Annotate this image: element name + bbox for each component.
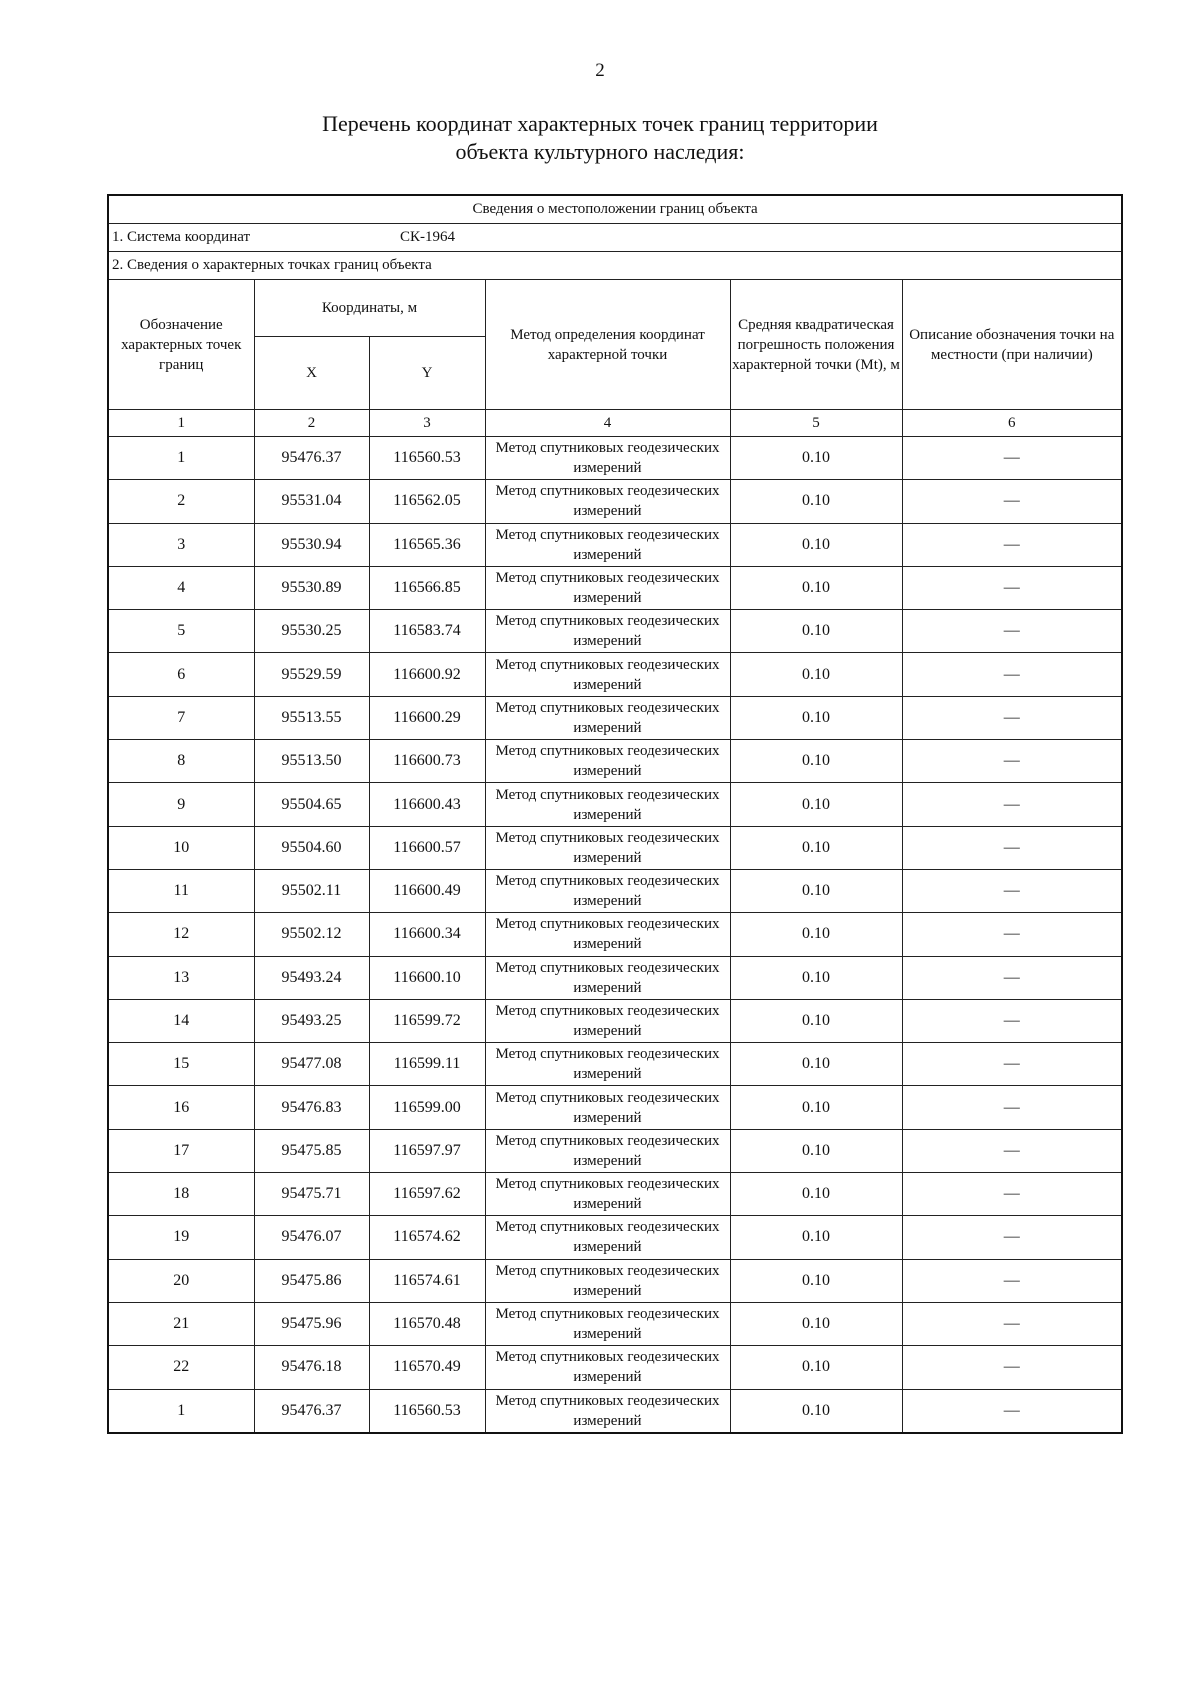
y-cell: 116600.49 bbox=[369, 869, 485, 912]
points-section-label: 2. Сведения о характерных точках границ объекта bbox=[108, 252, 1122, 280]
point-cell: 10 bbox=[108, 826, 254, 869]
page-number: 2 bbox=[595, 60, 605, 81]
y-cell: 116600.29 bbox=[369, 696, 485, 739]
error-cell: 0.10 bbox=[730, 523, 902, 566]
x-cell: 95493.24 bbox=[254, 956, 369, 999]
method-cell: Метод спутниковых геодезических измерений bbox=[485, 826, 730, 869]
point-cell: 9 bbox=[108, 783, 254, 826]
coordinates-table-body bbox=[108, 437, 1122, 1433]
y-cell: 116600.92 bbox=[369, 653, 485, 696]
method-cell: Метод спутниковых геодезических измерений bbox=[485, 437, 730, 480]
y-cell: 116566.85 bbox=[369, 566, 485, 609]
point-cell: 8 bbox=[108, 740, 254, 783]
x-cell: 95475.71 bbox=[254, 1173, 369, 1216]
method-cell: Метод спутниковых геодезических измерений bbox=[485, 956, 730, 999]
x-cell: 95493.25 bbox=[254, 999, 369, 1042]
error-cell: 0.10 bbox=[730, 480, 902, 523]
point-cell: 13 bbox=[108, 956, 254, 999]
coord-system-label: 1. Система координат bbox=[112, 229, 251, 245]
point-cell: 19 bbox=[108, 1216, 254, 1259]
point-cell: 1 bbox=[108, 1389, 254, 1433]
description-cell: — bbox=[902, 437, 1122, 480]
point-cell: 12 bbox=[108, 913, 254, 956]
error-cell: 0.10 bbox=[730, 740, 902, 783]
x-cell: 95476.37 bbox=[254, 437, 369, 480]
error-cell: 0.10 bbox=[730, 1259, 902, 1302]
y-cell: 116560.53 bbox=[369, 1389, 485, 1433]
coord-system-row bbox=[108, 224, 1122, 252]
error-cell: 0.10 bbox=[730, 1129, 902, 1172]
error-cell: 0.10 bbox=[730, 696, 902, 739]
method-header: Метод определения координат характерной точки bbox=[485, 280, 730, 410]
y-cell: 116570.48 bbox=[369, 1302, 485, 1345]
coordinates-header: Координаты, м bbox=[254, 280, 485, 337]
error-cell: 0.10 bbox=[730, 1346, 902, 1389]
error-cell: 0.10 bbox=[730, 1302, 902, 1345]
method-cell: Метод спутниковых геодезических измерений bbox=[485, 1302, 730, 1345]
designation-header: Обозначение характерных точек границ bbox=[108, 280, 254, 410]
description-cell: — bbox=[902, 1129, 1122, 1172]
x-cell: 95530.94 bbox=[254, 523, 369, 566]
table-row bbox=[108, 1216, 1122, 1259]
column-number: 1 bbox=[108, 410, 254, 437]
table-row bbox=[108, 869, 1122, 912]
table-row bbox=[108, 1302, 1122, 1345]
description-cell: — bbox=[902, 740, 1122, 783]
description-cell: — bbox=[902, 653, 1122, 696]
y-cell: 116599.72 bbox=[369, 999, 485, 1042]
description-cell: — bbox=[902, 696, 1122, 739]
method-cell: Метод спутниковых геодезических измерений bbox=[485, 653, 730, 696]
error-cell: 0.10 bbox=[730, 1173, 902, 1216]
table-row bbox=[108, 783, 1122, 826]
coordinates-table-header bbox=[108, 195, 1122, 437]
point-cell: 15 bbox=[108, 1043, 254, 1086]
x-cell: 95513.55 bbox=[254, 696, 369, 739]
table-row bbox=[108, 913, 1122, 956]
x-cell: 95476.18 bbox=[254, 1346, 369, 1389]
method-cell: Метод спутниковых геодезических измерений bbox=[485, 523, 730, 566]
error-cell: 0.10 bbox=[730, 1389, 902, 1433]
y-cell: 116570.49 bbox=[369, 1346, 485, 1389]
point-cell: 22 bbox=[108, 1346, 254, 1389]
method-cell: Метод спутниковых геодезических измерений bbox=[485, 869, 730, 912]
x-cell: 95504.60 bbox=[254, 826, 369, 869]
method-cell: Метод спутниковых геодезических измерений bbox=[485, 1216, 730, 1259]
method-cell: Метод спутниковых геодезических измерений bbox=[485, 1129, 730, 1172]
error-header: Средняя квадратическая погрешность положения характерной точки (Mt), м bbox=[730, 280, 902, 410]
x-cell: 95476.83 bbox=[254, 1086, 369, 1129]
y-cell: 116600.73 bbox=[369, 740, 485, 783]
method-cell: Метод спутниковых геодезических измерений bbox=[485, 1086, 730, 1129]
y-cell: 116597.62 bbox=[369, 1173, 485, 1216]
description-cell: — bbox=[902, 783, 1122, 826]
point-cell: 11 bbox=[108, 869, 254, 912]
x-cell: 95531.04 bbox=[254, 480, 369, 523]
error-cell: 0.10 bbox=[730, 999, 902, 1042]
x-cell: 95504.65 bbox=[254, 783, 369, 826]
point-cell: 5 bbox=[108, 610, 254, 653]
x-cell: 95475.86 bbox=[254, 1259, 369, 1302]
description-cell: — bbox=[902, 523, 1122, 566]
table-row bbox=[108, 1346, 1122, 1389]
description-cell: — bbox=[902, 1216, 1122, 1259]
method-cell: Метод спутниковых геодезических измерений bbox=[485, 566, 730, 609]
error-cell: 0.10 bbox=[730, 1216, 902, 1259]
column-number: 4 bbox=[485, 410, 730, 437]
method-cell: Метод спутниковых геодезических измерений bbox=[485, 1259, 730, 1302]
table-row bbox=[108, 1086, 1122, 1129]
document-title-line-1: Перечень координат характерных точек границ территории bbox=[322, 111, 878, 136]
method-cell: Метод спутниковых геодезических измерений bbox=[485, 913, 730, 956]
point-cell: 14 bbox=[108, 999, 254, 1042]
description-cell: — bbox=[902, 869, 1122, 912]
error-cell: 0.10 bbox=[730, 826, 902, 869]
x-cell: 95530.89 bbox=[254, 566, 369, 609]
point-cell: 1 bbox=[108, 437, 254, 480]
method-cell: Метод спутниковых геодезических измерений bbox=[485, 696, 730, 739]
error-cell: 0.10 bbox=[730, 566, 902, 609]
method-cell: Метод спутниковых геодезических измерений bbox=[485, 783, 730, 826]
x-cell: 95513.50 bbox=[254, 740, 369, 783]
column-number: 6 bbox=[902, 410, 1122, 437]
y-cell: 116574.61 bbox=[369, 1259, 485, 1302]
method-cell: Метод спутниковых геодезических измерений bbox=[485, 740, 730, 783]
table-row bbox=[108, 523, 1122, 566]
method-cell: Метод спутниковых геодезических измерений bbox=[485, 480, 730, 523]
section-header: Сведения о местоположении границ объекта bbox=[108, 195, 1122, 224]
table-row bbox=[108, 1389, 1122, 1433]
x-cell: 95530.25 bbox=[254, 610, 369, 653]
column-number: 2 bbox=[254, 410, 369, 437]
y-cell: 116583.74 bbox=[369, 610, 485, 653]
description-cell: — bbox=[902, 610, 1122, 653]
description-cell: — bbox=[902, 956, 1122, 999]
column-number: 3 bbox=[369, 410, 485, 437]
point-cell: 7 bbox=[108, 696, 254, 739]
description-header: Описание обозначения точки на местности (при наличии) bbox=[902, 280, 1122, 410]
coordinates-table bbox=[107, 194, 1123, 1434]
y-cell: 116600.10 bbox=[369, 956, 485, 999]
method-cell: Метод спутниковых геодезических измерений bbox=[485, 1346, 730, 1389]
x-cell: 95502.11 bbox=[254, 869, 369, 912]
table-row bbox=[108, 480, 1122, 523]
point-cell: 2 bbox=[108, 480, 254, 523]
error-cell: 0.10 bbox=[730, 956, 902, 999]
method-cell: Метод спутниковых геодезических измерений bbox=[485, 999, 730, 1042]
point-cell: 16 bbox=[108, 1086, 254, 1129]
point-cell: 3 bbox=[108, 523, 254, 566]
y-cell: 116600.43 bbox=[369, 783, 485, 826]
description-cell: — bbox=[902, 1346, 1122, 1389]
x-cell: 95502.12 bbox=[254, 913, 369, 956]
description-cell: — bbox=[902, 1302, 1122, 1345]
error-cell: 0.10 bbox=[730, 869, 902, 912]
table-row bbox=[108, 566, 1122, 609]
y-cell: 116599.11 bbox=[369, 1043, 485, 1086]
y-cell: 116560.53 bbox=[369, 437, 485, 480]
y-cell: 116600.34 bbox=[369, 913, 485, 956]
y-cell: 116597.97 bbox=[369, 1129, 485, 1172]
table-row bbox=[108, 653, 1122, 696]
error-cell: 0.10 bbox=[730, 1043, 902, 1086]
y-cell: 116600.57 bbox=[369, 826, 485, 869]
description-cell: — bbox=[902, 566, 1122, 609]
x-cell: 95476.37 bbox=[254, 1389, 369, 1433]
x-cell: 95529.59 bbox=[254, 653, 369, 696]
description-cell: — bbox=[902, 480, 1122, 523]
table-row bbox=[108, 1259, 1122, 1302]
error-cell: 0.10 bbox=[730, 783, 902, 826]
y-header: Y bbox=[369, 337, 485, 410]
table-row bbox=[108, 1173, 1122, 1216]
x-cell: 95477.08 bbox=[254, 1043, 369, 1086]
method-cell: Метод спутниковых геодезических измерений bbox=[485, 610, 730, 653]
point-cell: 17 bbox=[108, 1129, 254, 1172]
point-cell: 6 bbox=[108, 653, 254, 696]
table-row bbox=[108, 1043, 1122, 1086]
point-cell: 21 bbox=[108, 1302, 254, 1345]
description-cell: — bbox=[902, 999, 1122, 1042]
y-cell: 116565.36 bbox=[369, 523, 485, 566]
coord-system-value: СК-1964 bbox=[400, 229, 456, 245]
point-cell: 4 bbox=[108, 566, 254, 609]
column-number: 5 bbox=[730, 410, 902, 437]
method-cell: Метод спутниковых геодезических измерений bbox=[485, 1043, 730, 1086]
table-row bbox=[108, 826, 1122, 869]
document-title-line-2: объекта культурного наследия: bbox=[455, 139, 745, 164]
description-cell: — bbox=[902, 1173, 1122, 1216]
y-cell: 116562.05 bbox=[369, 480, 485, 523]
y-cell: 116599.00 bbox=[369, 1086, 485, 1129]
description-cell: — bbox=[902, 826, 1122, 869]
x-cell: 95476.07 bbox=[254, 1216, 369, 1259]
method-cell: Метод спутниковых геодезических измерений bbox=[485, 1173, 730, 1216]
description-cell: — bbox=[902, 1086, 1122, 1129]
point-cell: 20 bbox=[108, 1259, 254, 1302]
table-row bbox=[108, 740, 1122, 783]
x-header: X bbox=[254, 337, 369, 410]
x-cell: 95475.96 bbox=[254, 1302, 369, 1345]
point-cell: 18 bbox=[108, 1173, 254, 1216]
error-cell: 0.10 bbox=[730, 653, 902, 696]
table-row bbox=[108, 696, 1122, 739]
table-row bbox=[108, 1129, 1122, 1172]
error-cell: 0.10 bbox=[730, 610, 902, 653]
document-title bbox=[0, 110, 1200, 166]
table-row bbox=[108, 437, 1122, 480]
x-cell: 95475.85 bbox=[254, 1129, 369, 1172]
description-cell: — bbox=[902, 1259, 1122, 1302]
error-cell: 0.10 bbox=[730, 913, 902, 956]
table-row bbox=[108, 610, 1122, 653]
error-cell: 0.10 bbox=[730, 1086, 902, 1129]
table-row bbox=[108, 956, 1122, 999]
method-cell: Метод спутниковых геодезических измерений bbox=[485, 1389, 730, 1433]
description-cell: — bbox=[902, 1389, 1122, 1433]
description-cell: — bbox=[902, 913, 1122, 956]
y-cell: 116574.62 bbox=[369, 1216, 485, 1259]
error-cell: 0.10 bbox=[730, 437, 902, 480]
table-row bbox=[108, 999, 1122, 1042]
description-cell: — bbox=[902, 1043, 1122, 1086]
